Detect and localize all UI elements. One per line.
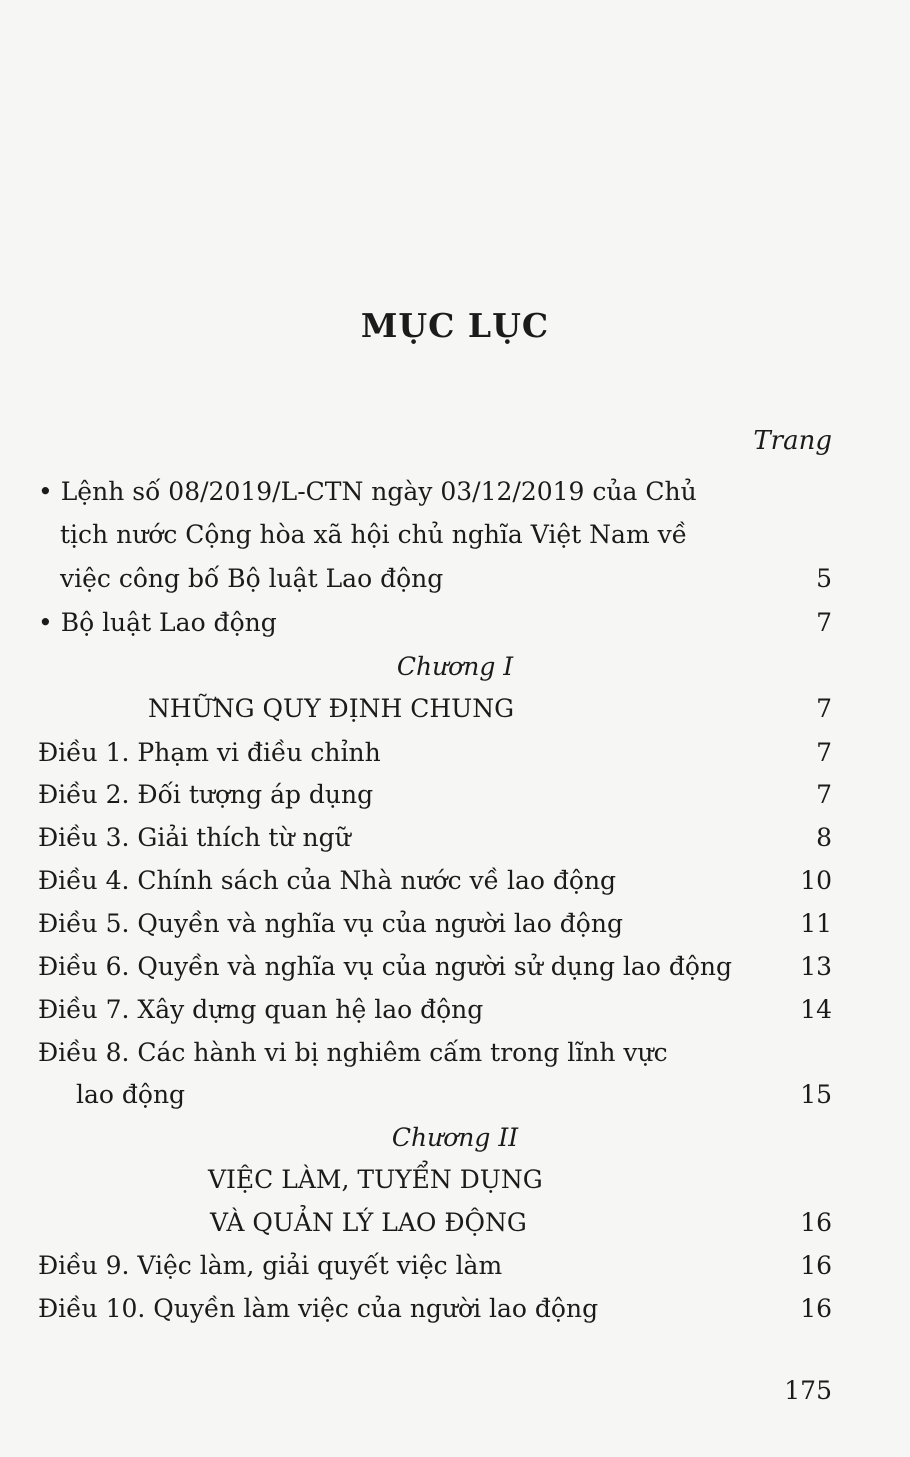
chapter-2-page: 16: [800, 1208, 832, 1237]
page-title: MỤC LỤC: [360, 306, 550, 345]
page-number: 175: [784, 1376, 832, 1405]
chapter-1-label: Chương I: [396, 652, 514, 681]
toc-entry-dieu-4: Điều 4. Chính sách của Nhà nước về lao động: [38, 866, 617, 895]
page-column-label: Trang: [753, 426, 832, 456]
toc-page-dieu-7: 14: [800, 995, 832, 1024]
toc-page-dieu-8: 15: [800, 1080, 832, 1109]
toc-entry-dieu-9: Điều 9. Việc làm, giải quyết việc làm: [38, 1251, 503, 1280]
chapter-2-heading-line2: VÀ QUẢN LÝ LAO ĐỘNG: [210, 1208, 527, 1237]
toc-page-dieu-3: 8: [816, 823, 832, 852]
chapter-2-label: Chương II: [391, 1123, 519, 1152]
toc-entry-dieu-5: Điều 5. Quyền và nghĩa vụ của người lao động: [38, 909, 623, 938]
toc-page-dieu-5: 11: [800, 909, 832, 938]
toc-page-boluat: 7: [816, 608, 832, 637]
toc-entry-boluat: • Bộ luật Lao động: [38, 608, 277, 637]
toc-entry-lenh-line2: tịch nước Cộng hòa xã hội chủ nghĩa Việt Nam về: [60, 520, 688, 549]
toc-page-dieu-10: 16: [800, 1294, 832, 1323]
chapter-1-heading: NHỮNG QUY ĐỊNH CHUNG: [148, 694, 515, 723]
toc-entry-dieu-8-line2: lao động: [76, 1080, 186, 1109]
toc-page-dieu-4: 10: [800, 866, 832, 895]
toc-page-dieu-9: 16: [800, 1251, 832, 1280]
toc-entry-dieu-6: Điều 6. Quyền và nghĩa vụ của người sử dụng lao động: [38, 952, 732, 981]
toc-entry-dieu-7: Điều 7. Xây dựng quan hệ lao động: [38, 995, 484, 1024]
toc-entry-lenh-line1: • Lệnh số 08/2019/L-CTN ngày 03/12/2019 của Chủ: [38, 477, 697, 506]
toc-page-dieu-2: 7: [816, 780, 832, 809]
toc-page-dieu-6: 13: [800, 952, 832, 981]
toc-page-dieu-1: 7: [816, 738, 832, 767]
chapter-1-page: 7: [816, 694, 832, 723]
toc-page-lenh: 5: [816, 564, 832, 593]
toc-entry-dieu-2: Điều 2. Đối tượng áp dụng: [38, 780, 374, 809]
chapter-2-heading-line1: VIỆC LÀM, TUYỂN DỤNG: [208, 1165, 543, 1194]
toc-entry-dieu-1: Điều 1. Phạm vi điều chỉnh: [38, 738, 381, 767]
toc-entry-dieu-3: Điều 3. Giải thích từ ngữ: [38, 823, 351, 852]
toc-entry-dieu-10: Điều 10. Quyền làm việc của người lao động: [38, 1294, 599, 1323]
toc-entry-dieu-8-line1: Điều 8. Các hành vi bị nghiêm cấm trong lĩnh vực: [38, 1038, 668, 1067]
toc-entry-lenh-line3: việc công bố Bộ luật Lao động: [60, 564, 444, 593]
